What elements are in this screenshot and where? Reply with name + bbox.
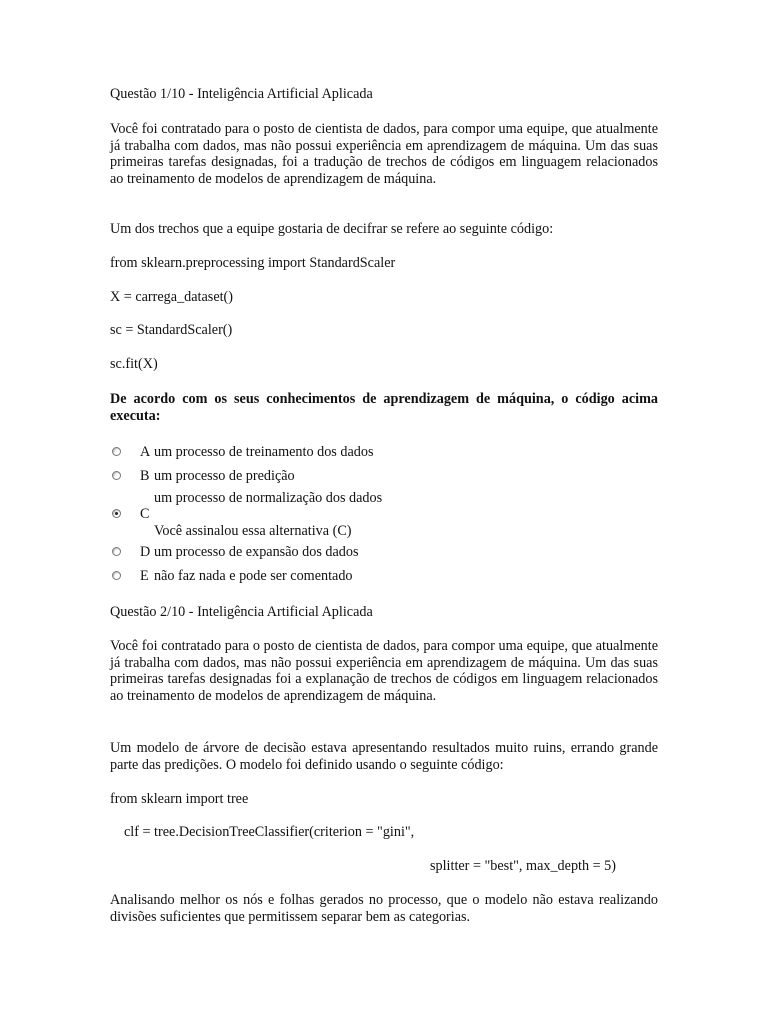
code-line: sc.fit(X): [110, 356, 158, 372]
option-letter: D: [140, 544, 151, 560]
option-c[interactable]: [110, 490, 658, 542]
selected-answer-note: Você assinalou essa alternativa (C): [154, 523, 352, 539]
option-text: um processo de treinamento dos dados: [154, 444, 374, 460]
code-line: X = carrega_dataset(): [110, 289, 234, 305]
option-a[interactable]: [110, 444, 658, 464]
option-b[interactable]: [110, 468, 658, 488]
code-line: clf = tree.DecisionTreeClassifier(criterion = "gini",: [124, 824, 415, 840]
question-1-prompt: De acordo com os seus conhecimentos de aprendizagem de máquina, o código acima executa:: [110, 391, 658, 424]
question-2-lead: Um modelo de árvore de decisão estava apresentando resultados muito ruins, errando grande parte das predições. O modelo foi definido usando o seguinte código:: [110, 740, 658, 773]
option-text: um processo de normalização dos dados: [154, 490, 383, 506]
option-text: um processo de predição: [154, 468, 295, 484]
question-1-header: Questão 1/10 - Inteligência Artificial Aplicada: [110, 86, 373, 102]
radio-button-checked-icon[interactable]: [112, 509, 121, 518]
option-letter: A: [140, 444, 151, 460]
radio-button-icon[interactable]: [112, 447, 121, 456]
option-letter: E: [140, 568, 149, 584]
question-2-statement: Você foi contratado para o posto de cientista de dados, para compor uma equipe, que atualmente já trabalha com dados, mas não possui experiência em aprendizagem de máquina. Um das suas primeiras tarefas designadas foi a explanação de trechos de códigos em linguagem relacionados ao treinamento de modelos de aprendizagem de máquina.: [110, 638, 658, 704]
question-1-lead: Um dos trechos que a equipe gostaria de decifrar se refere ao seguinte código:: [110, 221, 554, 237]
code-line: from sklearn import tree: [110, 791, 249, 807]
option-text: um processo de expansão dos dados: [154, 544, 359, 560]
option-d[interactable]: [110, 544, 658, 564]
option-letter: C: [140, 506, 150, 522]
radio-button-icon[interactable]: [112, 571, 121, 580]
code-line: sc = StandardScaler(): [110, 322, 233, 338]
question-2-header: Questão 2/10 - Inteligência Artificial Aplicada: [110, 604, 373, 620]
question-2-analysis: Analisando melhor os nós e folhas gerados no processo, que o modelo não estava realizando divisões suficientes que permitissem separar bem as categorias.: [110, 892, 658, 925]
radio-button-icon[interactable]: [112, 471, 121, 480]
option-letter: B: [140, 468, 150, 484]
question-1-statement: Você foi contratado para o posto de cientista de dados, para compor uma equipe, que atualmente já trabalha com dados, mas não possui experiência em aprendizagem de máquina. Um das suas primeiras tarefas designadas, foi a tradução de trechos de códigos em linguagem relacionados ao treinamento de modelos de aprendizagem de máquina.: [110, 121, 658, 187]
radio-button-icon[interactable]: [112, 547, 121, 556]
code-line: from sklearn.preprocessing import StandardScaler: [110, 255, 396, 271]
option-text: não faz nada e pode ser comentado: [154, 568, 353, 584]
code-line: splitter = "best", max_depth = 5): [430, 858, 616, 874]
option-e[interactable]: [110, 568, 658, 588]
